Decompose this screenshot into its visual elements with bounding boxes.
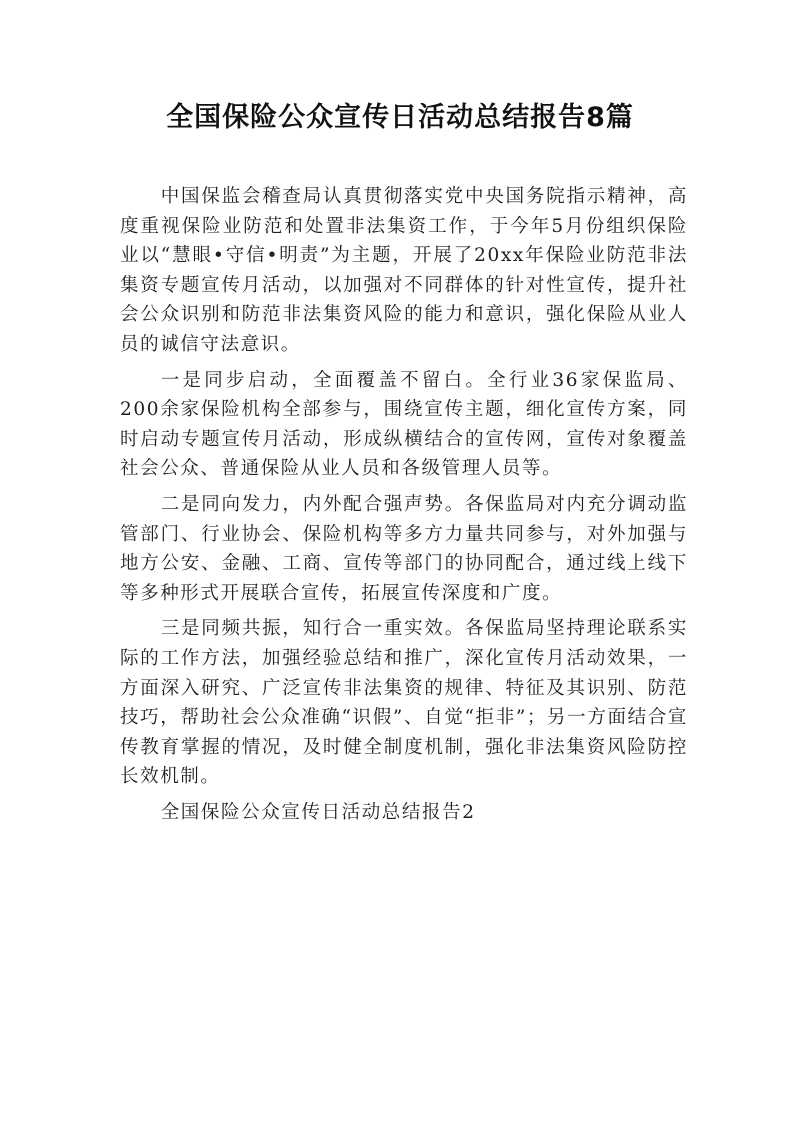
document-title: 全国保险公众宣传日活动总结报告8篇: [166, 102, 634, 133]
paragraph-point-one: 一是同步启动，全面覆盖不留白。全行业36家保监局、200余家保险机构全部参与，围绕宣传主题，细化宣传方案，同时启动专题宣传月活动，形成纵横结合的宣传网，宣传对象覆盖社会公众、普通保险从业人员和各级管理人员等。: [120, 369, 688, 480]
paragraph-intro: 中国保监会稽查局认真贯彻落实党中央国务院指示精神，高度重视保险业防范和处置非法集资工作，于今年5月份组织保险业以“慧眼•守信•明责”为主题，开展了20xx年保险业防范非法集资专题宣传月活动，以加强对不同群体的针对性宣传，提升社会公众识别和防范非法集资风险的能力和意识，强化保险从业人员的诚信守法意识。: [120, 186, 688, 355]
paragraph-point-two: 二是同向发力，内外配合强声势。各保监局对内充分调动监管部门、行业协会、保险机构等多方力量共同参与，对外加强与地方公安、金融、工商、宣传等部门的协同配合，通过线上线下等多种形式开展联合宣传，拓展宣传深度和广度。: [120, 493, 688, 604]
document-body: [120, 182, 688, 827]
paragraph-point-three: 三是同频共振，知行合一重实效。各保监局坚持理论联系实际的工作方法，加强经验总结和推广，深化宣传月活动效果，一方面深入研究、广泛宣传非法集资的规律、特征及其识别、防范技巧，帮助社会公众准确“识假”、自觉“拒非”；另一方面结合宣传教育掌握的情况，及时健全制度机制，强化非法集资风险防控长效机制。: [120, 618, 688, 788]
section-heading-report-2: 全国保险公众宣传日活动总结报告2: [160, 801, 476, 823]
